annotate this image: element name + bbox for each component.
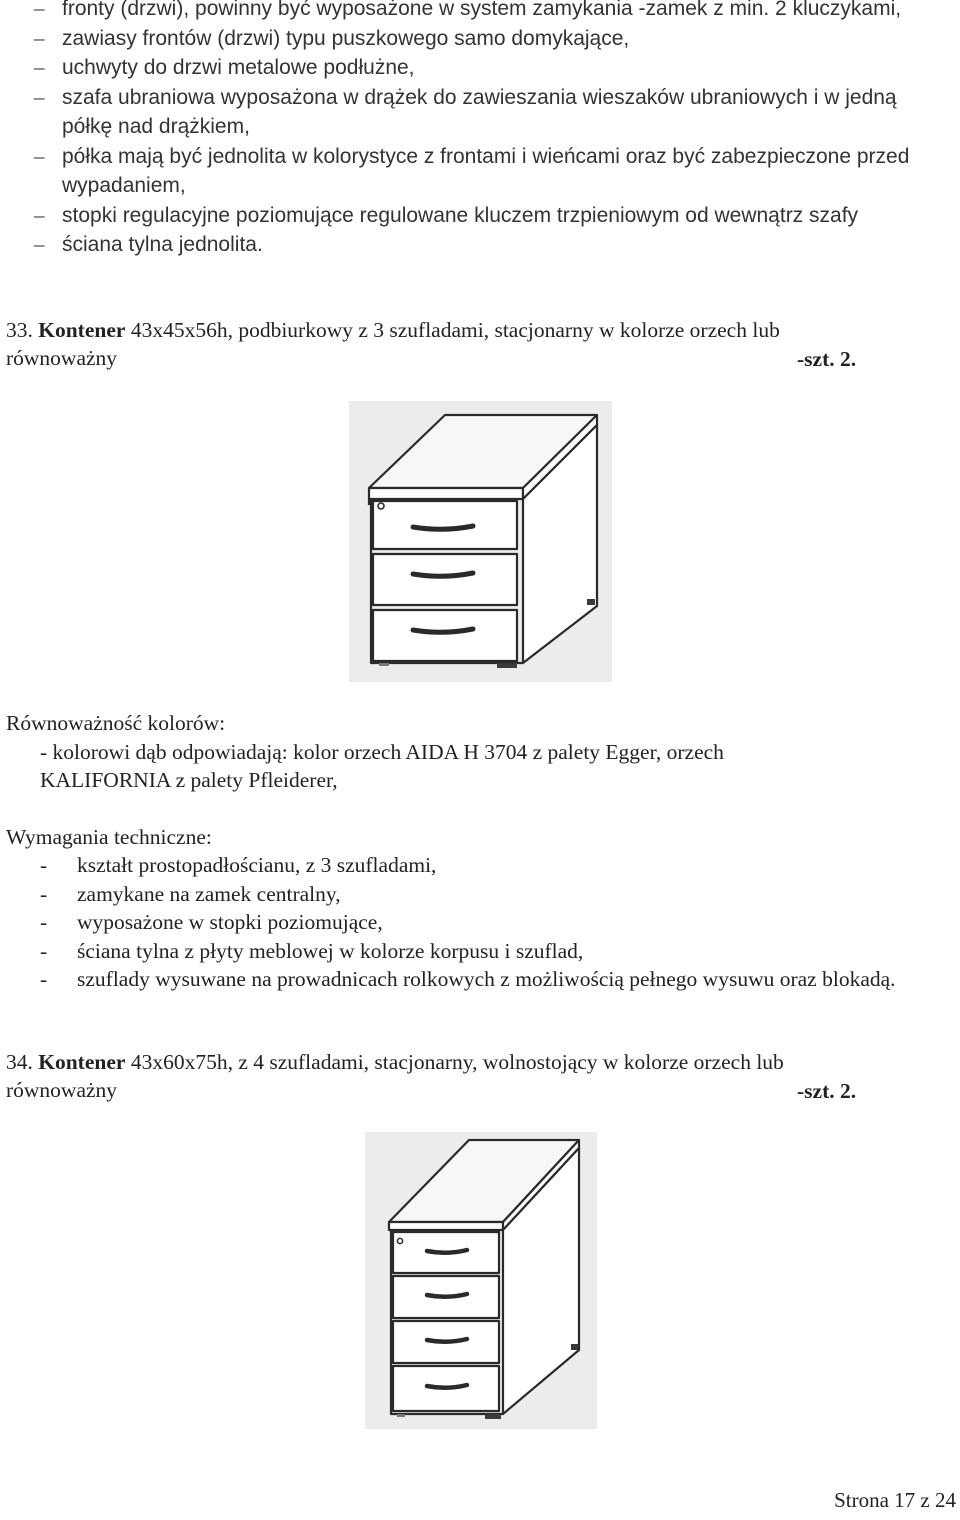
list-item-text: uchwyty do drzwi metalowe podłużne, xyxy=(62,56,415,79)
list-item xyxy=(0,908,958,937)
item-description: 43x45x56h, podbiurkowy z 3 szufladami, stacjonarny w kolorze orzech lub xyxy=(130,318,780,342)
list-item xyxy=(0,201,940,231)
list-item xyxy=(0,851,958,880)
dash-marker: - xyxy=(40,881,48,906)
four-drawer-pedestal-icon xyxy=(365,1132,597,1429)
dash-marker: – xyxy=(34,0,45,20)
color-line-2: KALIFORNIA z palety Pfleiderer, xyxy=(40,768,338,792)
dash-marker: – xyxy=(34,143,45,168)
list-item-text: półka mają być jednolita w kolorystyce z frontami i wieńcami oraz być zabezpieczone przed wypadaniem, xyxy=(62,144,910,197)
item-33-quantity: -szt. 2. xyxy=(797,347,857,371)
list-item-text: kształt prostopadłościanu, z 3 szufladami, xyxy=(77,853,437,877)
dash-marker: – xyxy=(34,55,45,79)
tech-requirements-heading: Wymagania techniczne: xyxy=(6,825,212,849)
item-name: Kontener xyxy=(38,318,126,342)
item-number: 34. xyxy=(6,1050,33,1074)
list-item xyxy=(0,965,958,994)
item-name: Kontener xyxy=(38,1050,126,1074)
dash-marker: – xyxy=(34,202,45,227)
dash-marker: - xyxy=(40,938,48,963)
list-item-text: fronty (drzwi), powinny być wyposażone w system zamykania -zamek z min. 2 kluczykami, xyxy=(62,0,902,20)
list-item xyxy=(0,0,940,24)
pedestal-3-drawer-image xyxy=(349,401,612,682)
list-item xyxy=(0,83,940,142)
item-description-cont: równoważny xyxy=(6,1078,118,1102)
three-drawer-pedestal-icon xyxy=(349,401,612,682)
section-heading: Równoważność kolorów: xyxy=(6,711,226,735)
list-item-text: szafa ubraniowa wyposażona w drążek do zawieszania wieszaków ubraniowych i w jedną półkę nad drążkiem, xyxy=(62,85,897,138)
dash-marker: - xyxy=(40,967,48,991)
item-34-quantity: -szt. 2. xyxy=(797,1079,857,1103)
tech-requirements-list xyxy=(0,851,958,994)
pedestal-4-drawer-image xyxy=(365,1132,597,1429)
list-item xyxy=(0,53,940,83)
dash-marker: – xyxy=(34,84,45,109)
list-item-text: stopki regulacyjne poziomujące regulowane kluczem trzpieniowym od wewnątrz szafy xyxy=(62,203,859,227)
list-item-text: zawiasy frontów (drzwi) typu puszkowego samo domykające, xyxy=(62,26,630,50)
item-description: 43x60x75h, z 4 szufladami, stacjonarny, wolnostojący w kolorze orzech lub xyxy=(130,1050,784,1074)
color-line-1: - kolorowi dąb odpowiadają: kolor orzech AIDA H 3704 z palety Egger, orzech xyxy=(40,739,724,764)
list-item-text: zamykane na zamek centralny, xyxy=(77,881,341,906)
dash-marker: – xyxy=(34,232,45,256)
list-item-text: ściana tylna jednolita. xyxy=(62,233,263,256)
list-item xyxy=(0,24,940,54)
list-item-text: wyposażone w stopki poziomujące, xyxy=(77,910,383,934)
item-number: 33. xyxy=(6,318,33,342)
list-item-text: ściana tylna z płyty meblowej w kolorze korpusu i szuflad, xyxy=(77,938,584,963)
list-item xyxy=(0,142,940,201)
list-item xyxy=(0,880,958,909)
item-description-cont: równoważny xyxy=(6,346,118,370)
page-number: Strona 17 z 24 xyxy=(834,1488,956,1512)
dash-marker: – xyxy=(34,25,45,50)
color-equivalence-section xyxy=(6,709,958,795)
list-item xyxy=(0,937,958,966)
intro-dash-list xyxy=(0,0,940,260)
dash-marker: - xyxy=(40,853,48,877)
item-33-heading xyxy=(6,316,906,372)
dash-marker: - xyxy=(40,910,48,934)
list-item xyxy=(0,230,940,260)
list-item-text: szuflady wysuwane na prowadnicach rolkowych z możliwością pełnego wysuwu oraz blokadą. xyxy=(77,967,896,991)
item-34-heading xyxy=(6,1048,906,1104)
